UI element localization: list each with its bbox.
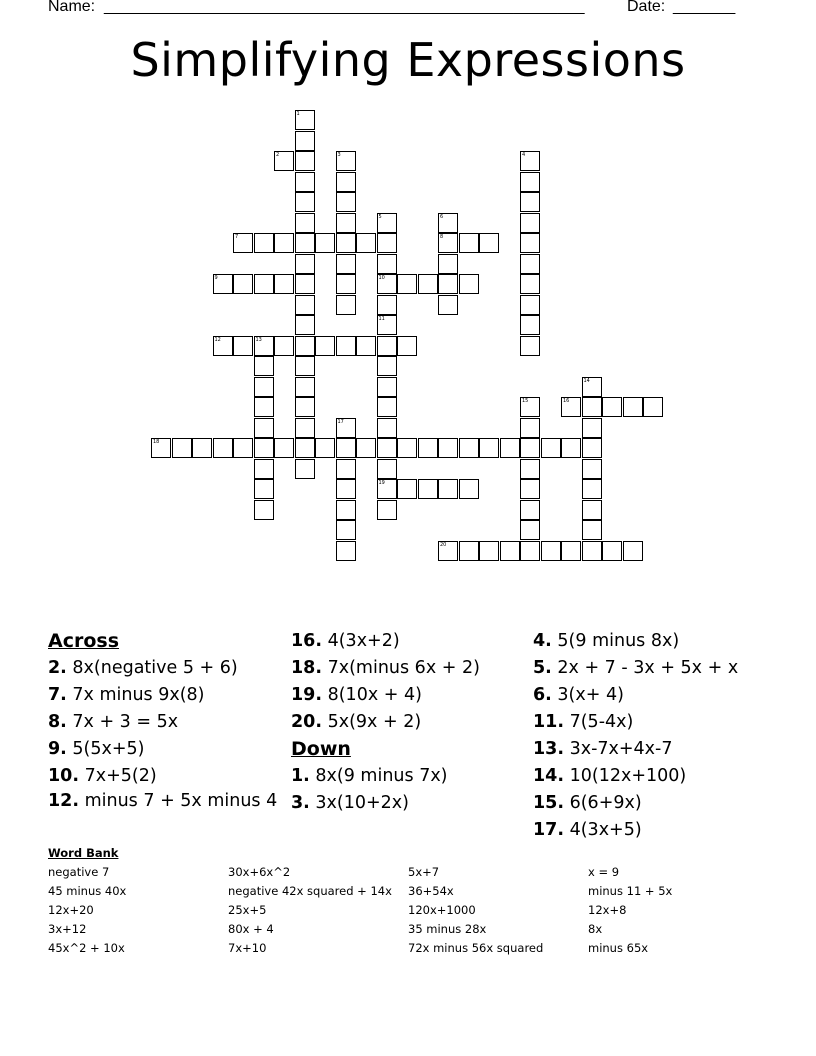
word-bank-item: 7x+10 (228, 941, 267, 955)
crossword-cell[interactable] (377, 295, 397, 315)
cell-number: 11 (378, 316, 385, 322)
cell-number: 7 (235, 234, 239, 240)
across-clue: 9. 5(5x+5) (48, 739, 145, 759)
down-clue: 4. 5(9 minus 8x) (533, 631, 680, 651)
crossword-cell[interactable] (520, 254, 540, 274)
crossword-cell[interactable] (377, 274, 397, 294)
cell-number: 12 (214, 336, 221, 343)
crossword-cell[interactable] (213, 274, 233, 294)
crossword-cell[interactable] (192, 438, 212, 458)
crossword-cell[interactable] (377, 459, 397, 479)
crossword-cell[interactable] (397, 336, 417, 356)
across-clue: 2. 8x(negative 5 + 6) (48, 658, 238, 678)
crossword-cell[interactable] (459, 274, 479, 294)
word-bank-item: 12x+20 (48, 903, 94, 917)
word-bank-item: negative 42x squared + 14x (228, 884, 392, 898)
crossword-cell[interactable] (500, 541, 520, 561)
crossword-cell[interactable] (377, 336, 397, 356)
cell-number: 9 (214, 275, 218, 281)
crossword-cell[interactable] (520, 479, 540, 499)
crossword-cell[interactable] (315, 438, 335, 458)
crossword-cell[interactable] (336, 274, 356, 294)
crossword-cell[interactable] (274, 151, 294, 171)
crossword-cell[interactable] (336, 336, 356, 356)
crossword-cell[interactable] (295, 459, 315, 479)
down-clue: 3. 3x(10+2x) (291, 793, 409, 813)
word-bank-item: 30x+6x^2 (228, 865, 291, 879)
crossword-cell[interactable] (479, 541, 499, 561)
crossword-cell[interactable] (336, 459, 356, 479)
crossword-cell[interactable] (520, 541, 540, 561)
crossword-cell[interactable] (520, 192, 540, 212)
crossword-cell[interactable] (377, 315, 397, 335)
word-bank-item: 72x minus 56x squared (408, 941, 544, 955)
crossword-cell[interactable] (336, 520, 356, 540)
crossword-cell[interactable] (233, 438, 253, 458)
across-clue: 20. 5x(9x + 2) (291, 712, 422, 732)
crossword-cell[interactable] (254, 418, 274, 438)
name-label: Name: (48, 0, 96, 15)
page-title: Simplifying Expressions (130, 33, 686, 87)
crossword-cell[interactable] (295, 172, 315, 192)
crossword-cell[interactable] (438, 274, 458, 294)
crossword-cell[interactable] (377, 254, 397, 274)
across-clue: 18. 7x(minus 6x + 2) (291, 658, 480, 678)
crossword-cell[interactable] (254, 356, 274, 376)
crossword-cell[interactable] (295, 110, 315, 130)
word-bank-item: 12x+8 (588, 903, 627, 917)
across-clue: 10. 7x+5(2) (48, 766, 157, 786)
crossword-cell[interactable] (336, 479, 356, 499)
word-bank-item: 25x+5 (228, 903, 267, 917)
crossword-cell[interactable] (233, 233, 253, 253)
crossword-cell[interactable] (582, 418, 602, 438)
word-bank-item: 80x + 4 (228, 922, 274, 936)
cell-number: 20 (440, 541, 447, 548)
crossword-cell[interactable] (438, 254, 458, 274)
crossword-cell[interactable] (295, 295, 315, 315)
crossword-cell[interactable] (438, 479, 458, 499)
crossword-cell[interactable] (295, 377, 315, 397)
crossword-cell[interactable] (295, 254, 315, 274)
crossword-cell[interactable] (623, 397, 643, 417)
crossword-cell[interactable] (438, 541, 458, 561)
cell-number: 13 (255, 336, 262, 343)
crossword-cell[interactable] (500, 438, 520, 458)
crossword-cell[interactable] (336, 418, 356, 438)
cell-number: 6 (440, 213, 444, 220)
across-clue: 12. minus 7 + 5x minus 4 (48, 791, 278, 811)
crossword-cell[interactable] (459, 438, 479, 458)
crossword-cell[interactable] (520, 151, 540, 171)
down-clue: 6. 3(x+ 4) (533, 685, 624, 705)
crossword-cell[interactable] (377, 397, 397, 417)
crossword-cell[interactable] (274, 274, 294, 294)
word-bank-item: 45 minus 40x (48, 884, 127, 898)
crossword-cell[interactable] (377, 479, 397, 499)
crossword-cell[interactable] (397, 479, 417, 499)
crossword-cell[interactable] (520, 438, 540, 458)
crossword-cell[interactable] (520, 213, 540, 233)
word-bank-row (48, 863, 768, 882)
crossword-cell[interactable] (336, 151, 356, 171)
word-bank-title: Word Bank (48, 846, 119, 860)
crossword-cell[interactable] (295, 192, 315, 212)
crossword-cell[interactable] (479, 233, 499, 253)
down-clue: 1. 8x(9 minus 7x) (291, 766, 448, 786)
down-clue: 13. 3x-7x+4x-7 (533, 739, 673, 759)
date-field[interactable]: _______ (673, 0, 736, 15)
crossword-cell[interactable] (602, 397, 622, 417)
crossword-cell[interactable] (295, 151, 315, 171)
crossword-cell[interactable] (233, 274, 253, 294)
crossword-cell[interactable] (582, 377, 602, 397)
crossword-cell[interactable] (418, 479, 438, 499)
crossword-cell[interactable] (295, 397, 315, 417)
crossword-cell[interactable] (520, 172, 540, 192)
crossword-cell[interactable] (336, 172, 356, 192)
crossword-cell[interactable] (377, 213, 397, 233)
crossword-cell[interactable] (295, 336, 315, 356)
word-bank-item: minus 65x (588, 941, 649, 955)
crossword-cell[interactable] (459, 479, 479, 499)
crossword-cell[interactable] (356, 233, 376, 253)
crossword-cell[interactable] (315, 233, 335, 253)
crossword-cell[interactable] (438, 438, 458, 458)
word-bank-row (48, 939, 768, 958)
cell-number: 1 (296, 111, 300, 117)
crossword-cell[interactable] (254, 377, 274, 397)
word-bank-item: 120x+1000 (408, 903, 476, 917)
crossword-cell[interactable] (459, 233, 479, 253)
crossword-cell[interactable] (295, 438, 315, 458)
cell-number: 19 (378, 480, 385, 486)
crossword-cell[interactable] (336, 541, 356, 561)
crossword-cell[interactable] (561, 541, 581, 561)
across-clue: 16. 4(3x+2) (291, 631, 400, 651)
cell-number: 16 (563, 398, 570, 404)
word-bank-item: 45x^2 + 10x (48, 941, 125, 955)
crossword-cell[interactable] (582, 541, 602, 561)
cell-number: 15 (522, 398, 529, 404)
crossword-cell[interactable] (172, 438, 192, 458)
down-clue: 15. 6(6+9x) (533, 793, 642, 813)
word-bank-item: 36+54x (408, 884, 454, 898)
crossword-cell[interactable] (315, 336, 335, 356)
crossword-cell[interactable] (254, 500, 274, 520)
down-heading: Down (291, 738, 351, 760)
crossword-cell[interactable] (254, 459, 274, 479)
crossword-cell[interactable] (377, 233, 397, 253)
cell-number: 14 (583, 377, 590, 384)
cell-number: 4 (522, 152, 526, 158)
crossword-cell[interactable] (254, 233, 274, 253)
crossword-cell[interactable] (295, 356, 315, 376)
crossword-cell[interactable] (520, 459, 540, 479)
word-bank (48, 845, 768, 958)
crossword-cell[interactable] (274, 438, 294, 458)
crossword-cell[interactable] (295, 233, 315, 253)
crossword-cell[interactable] (233, 336, 253, 356)
crossword-cell[interactable] (151, 438, 171, 458)
name-field[interactable]: ______________________________________________________ (104, 0, 585, 15)
cell-number: 2 (276, 152, 280, 158)
crossword-cell[interactable] (397, 274, 417, 294)
crossword-cell[interactable] (274, 233, 294, 253)
date-label: Date: (627, 0, 666, 15)
across-clue: 19. 8(10x + 4) (291, 685, 422, 705)
crossword-cell[interactable] (336, 233, 356, 253)
crossword-cell[interactable] (213, 336, 233, 356)
cell-number: 18 (153, 439, 160, 445)
word-bank-item: negative 7 (48, 865, 110, 879)
crossword-cell[interactable] (520, 274, 540, 294)
crossword-cell[interactable] (520, 520, 540, 540)
crossword-cell[interactable] (254, 274, 274, 294)
word-bank-row (48, 920, 768, 939)
crossword-cell[interactable] (295, 274, 315, 294)
crossword-cell[interactable] (479, 438, 499, 458)
crossword-cell[interactable] (377, 500, 397, 520)
crossword-cell[interactable] (438, 213, 458, 233)
crossword-cell[interactable] (295, 213, 315, 233)
across-clue: 8. 7x + 3 = 5x (48, 712, 179, 732)
crossword-cell[interactable] (582, 459, 602, 479)
cell-number: 3 (337, 152, 341, 158)
crossword-cell[interactable] (582, 438, 602, 458)
word-bank-item: 3x+12 (48, 922, 87, 936)
crossword-cell[interactable] (377, 377, 397, 397)
crossword-cell[interactable] (356, 438, 376, 458)
crossword-cell[interactable] (356, 336, 376, 356)
crossword-cell[interactable] (254, 479, 274, 499)
crossword-cell[interactable] (295, 315, 315, 335)
crossword-cell[interactable] (520, 418, 540, 438)
cell-number: 17 (337, 418, 344, 425)
crossword-cell[interactable] (336, 438, 356, 458)
clues-column-1 (48, 628, 280, 815)
word-bank-item: minus 11 + 5x (588, 884, 673, 898)
crossword-cell[interactable] (561, 438, 581, 458)
word-bank-row (48, 901, 768, 920)
crossword-cell[interactable] (582, 500, 602, 520)
crossword-cell[interactable] (602, 541, 622, 561)
crossword-cell[interactable] (295, 131, 315, 151)
word-bank-item: 5x+7 (408, 865, 440, 879)
crossword-cell[interactable] (582, 397, 602, 417)
crossword-cell[interactable] (582, 479, 602, 499)
cell-number: 8 (440, 234, 444, 240)
crossword-cell[interactable] (438, 233, 458, 253)
crossword-cell[interactable] (254, 397, 274, 417)
crossword-cell[interactable] (295, 418, 315, 438)
crossword-cell[interactable] (459, 541, 479, 561)
down-clue: 17. 4(3x+5) (533, 820, 642, 840)
crossword-cell[interactable] (520, 397, 540, 417)
crossword-cell[interactable] (336, 500, 356, 520)
crossword-cell[interactable] (438, 295, 458, 315)
cell-number: 5 (378, 213, 382, 220)
crossword-cell[interactable] (336, 192, 356, 212)
crossword-cell[interactable] (541, 541, 561, 561)
crossword-cell[interactable] (336, 295, 356, 315)
clues-column-2 (291, 628, 523, 817)
crossword-cell[interactable] (561, 397, 581, 417)
crossword-cell[interactable] (336, 254, 356, 274)
across-heading: Across (48, 630, 120, 652)
clues-column-3 (533, 628, 793, 844)
cell-number: 10 (378, 275, 385, 281)
crossword-cell[interactable] (213, 438, 233, 458)
crossword-cell[interactable] (418, 274, 438, 294)
crossword-cell[interactable] (377, 438, 397, 458)
word-bank-item: 8x (588, 922, 603, 936)
crossword-cell[interactable] (623, 541, 643, 561)
crossword-cell[interactable] (254, 438, 274, 458)
crossword-cell[interactable] (418, 438, 438, 458)
crossword-cell[interactable] (520, 336, 540, 356)
crossword-cell[interactable] (377, 418, 397, 438)
crossword-cell[interactable] (582, 520, 602, 540)
down-clue: 5. 2x + 7 - 3x + 5x + x (533, 658, 739, 678)
word-bank-row (48, 882, 768, 901)
crossword-cell[interactable] (336, 213, 356, 233)
crossword-cell[interactable] (274, 336, 294, 356)
down-clue: 11. 7(5-4x) (533, 712, 634, 732)
crossword-cell[interactable] (520, 233, 540, 253)
crossword-cell[interactable] (377, 356, 397, 376)
crossword-cell[interactable] (541, 438, 561, 458)
crossword-cell[interactable] (520, 500, 540, 520)
down-clue: 14. 10(12x+100) (533, 766, 687, 786)
crossword-cell[interactable] (520, 295, 540, 315)
across-clue: 7. 7x minus 9x(8) (48, 685, 205, 705)
crossword-cell[interactable] (643, 397, 663, 417)
crossword-cell[interactable] (520, 315, 540, 335)
word-bank-item: 35 minus 28x (408, 922, 487, 936)
word-bank-item: x = 9 (588, 865, 620, 879)
crossword-cell[interactable] (254, 336, 274, 356)
crossword-cell[interactable] (397, 438, 417, 458)
